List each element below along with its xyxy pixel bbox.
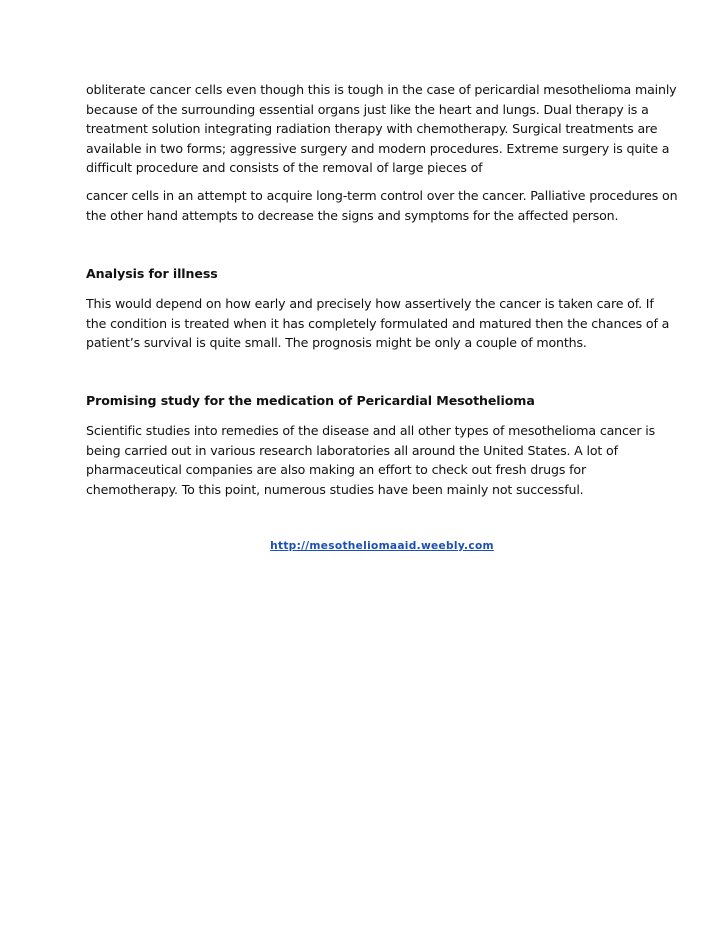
paragraph-study [86, 421, 656, 499]
text-line: because of the surrounding essential organs just like the heart and lungs. Dual therapy is a [86, 101, 649, 117]
text-line: This would depend on how early and precisely how assertively the cancer is taken care of. If [86, 296, 654, 311]
paragraph-palliative [86, 186, 678, 225]
text-line: the condition is treated when it has completely formulated and matured then the chances of a [86, 315, 670, 331]
text-line: the other hand attempts to decrease the signs and symptoms for the affected person. [86, 207, 619, 223]
text-line: obliterate cancer cells even though this is tough in the case of pericardial mesothelioma mainly [86, 82, 677, 97]
text-line: chemotherapy. To this point, numerous studies have been mainly not successful. [86, 481, 584, 497]
section-heading-analysis: Analysis for illness [86, 266, 218, 281]
section-heading-study: Promising study for the medication of Pericardial Mesothelioma [86, 393, 535, 408]
text-line: cancer cells in an attempt to acquire long-term control over the cancer. Palliative procedures on [86, 188, 678, 203]
paragraph-treatment [86, 80, 677, 178]
paragraph-analysis [86, 294, 670, 353]
text-line: being carried out in various research laboratories all around the United States. A lot of [86, 442, 618, 458]
text-line: Scientific studies into remedies of the disease and all other types of mesothelioma cancer is [86, 423, 656, 438]
text-line: patient’s survival is quite small. The prognosis might be only a couple of months. [86, 335, 587, 350]
footer-link[interactable]: http://mesotheliomaaid.weebly.com [270, 540, 494, 552]
text-line: difficult procedure and consists of the removal of large pieces of [86, 160, 483, 175]
text-line: pharmaceutical companies are also making an effort to check out fresh drugs for [86, 462, 586, 477]
footer-link-container [0, 538, 728, 554]
text-line: treatment solution integrating radiation therapy with chemotherapy. Surgical treatments are [86, 121, 658, 136]
text-line: available in two forms; aggressive surgery and modern procedures. Extreme surgery is quite a [86, 140, 670, 156]
